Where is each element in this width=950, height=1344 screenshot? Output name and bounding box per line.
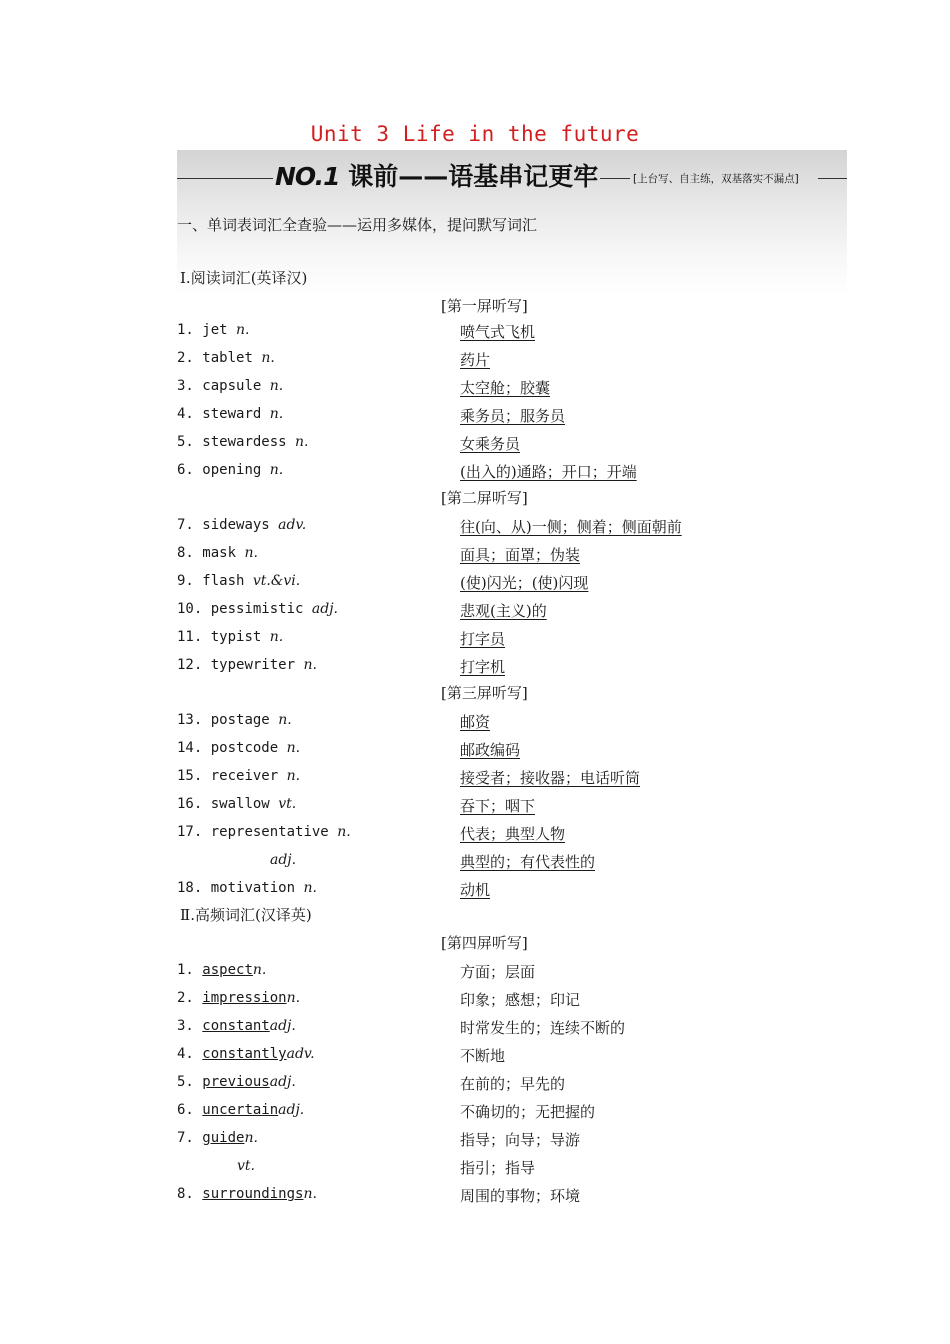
- vocab-row: [177, 1102, 857, 1124]
- vocab-row: [177, 378, 857, 400]
- screen-label-3: [第三屏听写]: [441, 684, 528, 702]
- vocab-row: [177, 1186, 857, 1208]
- vocab-row: [177, 880, 857, 902]
- vocab-term: 17. representative n.: [177, 824, 351, 840]
- vocab-answer: 乘务员；服务员: [460, 407, 566, 425]
- part1-heading: Ⅰ.阅读词汇(英译汉): [180, 269, 308, 287]
- vocab-row: [177, 1046, 857, 1068]
- vocab-answer: 邮资: [460, 713, 491, 731]
- part2-heading: Ⅱ.高频词汇(汉译英): [180, 906, 312, 924]
- vocab-answer: 太空舱；胶囊: [460, 379, 551, 397]
- vocab-term: 2. tablet n.: [177, 350, 275, 366]
- banner-rule-right: [818, 178, 847, 179]
- vocab-term: 5. stewardess n.: [177, 434, 309, 450]
- vocab-prompt: 时常发生的；连续不断的: [460, 1019, 626, 1037]
- vocab-row: [177, 1018, 857, 1040]
- vocab-answer: 吞下；咽下: [460, 797, 536, 815]
- vocab-term: 1. aspectn.: [177, 962, 267, 978]
- vocab-term: vt.: [237, 1158, 255, 1174]
- vocab-answer: 典型的；有代表性的: [460, 853, 596, 871]
- vocab-answer: 动机: [460, 881, 491, 899]
- vocab-answer: (出入的)通路；开口；开端: [460, 463, 637, 481]
- vocab-term: 3. capsule n.: [177, 378, 284, 394]
- vocab-row: [177, 322, 857, 344]
- vocab-answer: 邮政编码: [460, 741, 521, 759]
- vocab-prompt: 不断地: [460, 1047, 506, 1065]
- vocab-row: [177, 517, 857, 539]
- banner-rule-middle: [600, 178, 630, 179]
- vocab-answer: 代表；典型人物: [460, 825, 566, 843]
- vocab-answer: 面具；面罩；伪装: [460, 546, 581, 564]
- banner-heading: [275, 157, 598, 193]
- unit-title: Unit 3 Life in the future: [310, 122, 640, 146]
- vocab-row: [177, 712, 857, 734]
- banner-rule-left: [177, 178, 273, 179]
- vocab-term: 7. guiden.: [177, 1130, 258, 1146]
- banner-title: 课前——语基串记更牢: [348, 162, 599, 191]
- vocab-answer: 往(向、从)一侧；侧着；侧面朝前: [460, 518, 682, 536]
- vocab-prompt: 指导；向导；导游: [460, 1131, 581, 1149]
- vocab-row: [177, 406, 857, 428]
- vocab-row: [177, 629, 857, 651]
- vocab-term: 4. steward n.: [177, 406, 284, 422]
- banner-number: NO.1: [275, 162, 340, 191]
- vocab-row: [177, 768, 857, 790]
- vocab-row: [177, 962, 857, 984]
- vocab-answer: 悲观(主义)的: [460, 602, 547, 620]
- vocab-term: 4. constantlyadv.: [177, 1046, 315, 1062]
- vocab-row: [177, 1130, 857, 1152]
- vocab-row: [177, 462, 857, 484]
- vocab-row: [177, 740, 857, 762]
- banner-subtitle: [上台写、自主练，双基落实不漏点]: [633, 173, 799, 185]
- vocab-answer: (使)闪光；(使)闪现: [460, 574, 589, 592]
- vocab-answer: 接受者；接收器；电话听筒: [460, 769, 641, 787]
- vocab-row: [177, 434, 857, 456]
- vocab-term: 2. impressionn.: [177, 990, 301, 1006]
- vocab-term: 1. jet n.: [177, 322, 250, 338]
- vocab-term: 11. typist n.: [177, 629, 284, 645]
- vocab-term: 16. swallow vt.: [177, 796, 297, 812]
- vocab-term: 5. previousadj.: [177, 1074, 296, 1090]
- vocab-prompt: 方面；层面: [460, 963, 536, 981]
- vocab-row: [177, 1158, 857, 1180]
- vocab-prompt: 指引；指导: [460, 1159, 536, 1177]
- vocab-term: 13. postage n.: [177, 712, 292, 728]
- vocab-answer: 喷气式飞机: [460, 323, 536, 341]
- section-heading: 一、单词表词汇全查验——运用多媒体，提问默写词汇: [177, 216, 538, 234]
- vocab-term: 9. flash vt.&vi.: [177, 573, 301, 589]
- screen-label-1: [第一屏听写]: [441, 297, 528, 315]
- vocab-term: 14. postcode n.: [177, 740, 301, 756]
- screen-label-4: [第四屏听写]: [441, 934, 528, 952]
- vocab-prompt: 周围的事物；环境: [460, 1187, 581, 1205]
- vocab-row: [177, 990, 857, 1012]
- vocab-term: 6. uncertainadj.: [177, 1102, 305, 1118]
- vocab-answer: 女乘务员: [460, 435, 521, 453]
- screen-label-2: [第二屏听写]: [441, 489, 528, 507]
- vocab-term: 6. opening n.: [177, 462, 284, 478]
- vocab-row: [177, 350, 857, 372]
- vocab-prompt: 印象；感想；印记: [460, 991, 581, 1009]
- vocab-row: [177, 657, 857, 679]
- vocab-term: 7. sideways adv.: [177, 517, 307, 533]
- vocab-answer: 打字机: [460, 658, 506, 676]
- vocab-prompt: 不确切的；无把握的: [460, 1103, 596, 1121]
- vocab-answer: 打字员: [460, 630, 506, 648]
- vocab-term: 18. motivation n.: [177, 880, 317, 896]
- vocab-row: [177, 796, 857, 818]
- vocab-term: 8. surroundingsn.: [177, 1186, 317, 1202]
- vocab-term: 8. mask n.: [177, 545, 258, 561]
- vocab-term: 12. typewriter n.: [177, 657, 317, 673]
- vocab-term: 15. receiver n.: [177, 768, 301, 784]
- vocab-answer: 药片: [460, 351, 491, 369]
- vocab-term: adj.: [270, 852, 297, 868]
- vocab-term: 10. pessimistic adj.: [177, 601, 338, 617]
- vocab-row: [177, 601, 857, 623]
- vocab-row: [177, 852, 857, 874]
- vocab-row: [177, 1074, 857, 1096]
- vocab-row: [177, 545, 857, 567]
- vocab-term: 3. constantadj.: [177, 1018, 296, 1034]
- vocab-row: [177, 573, 857, 595]
- vocab-prompt: 在前的；早先的: [460, 1075, 566, 1093]
- vocab-row: [177, 824, 857, 846]
